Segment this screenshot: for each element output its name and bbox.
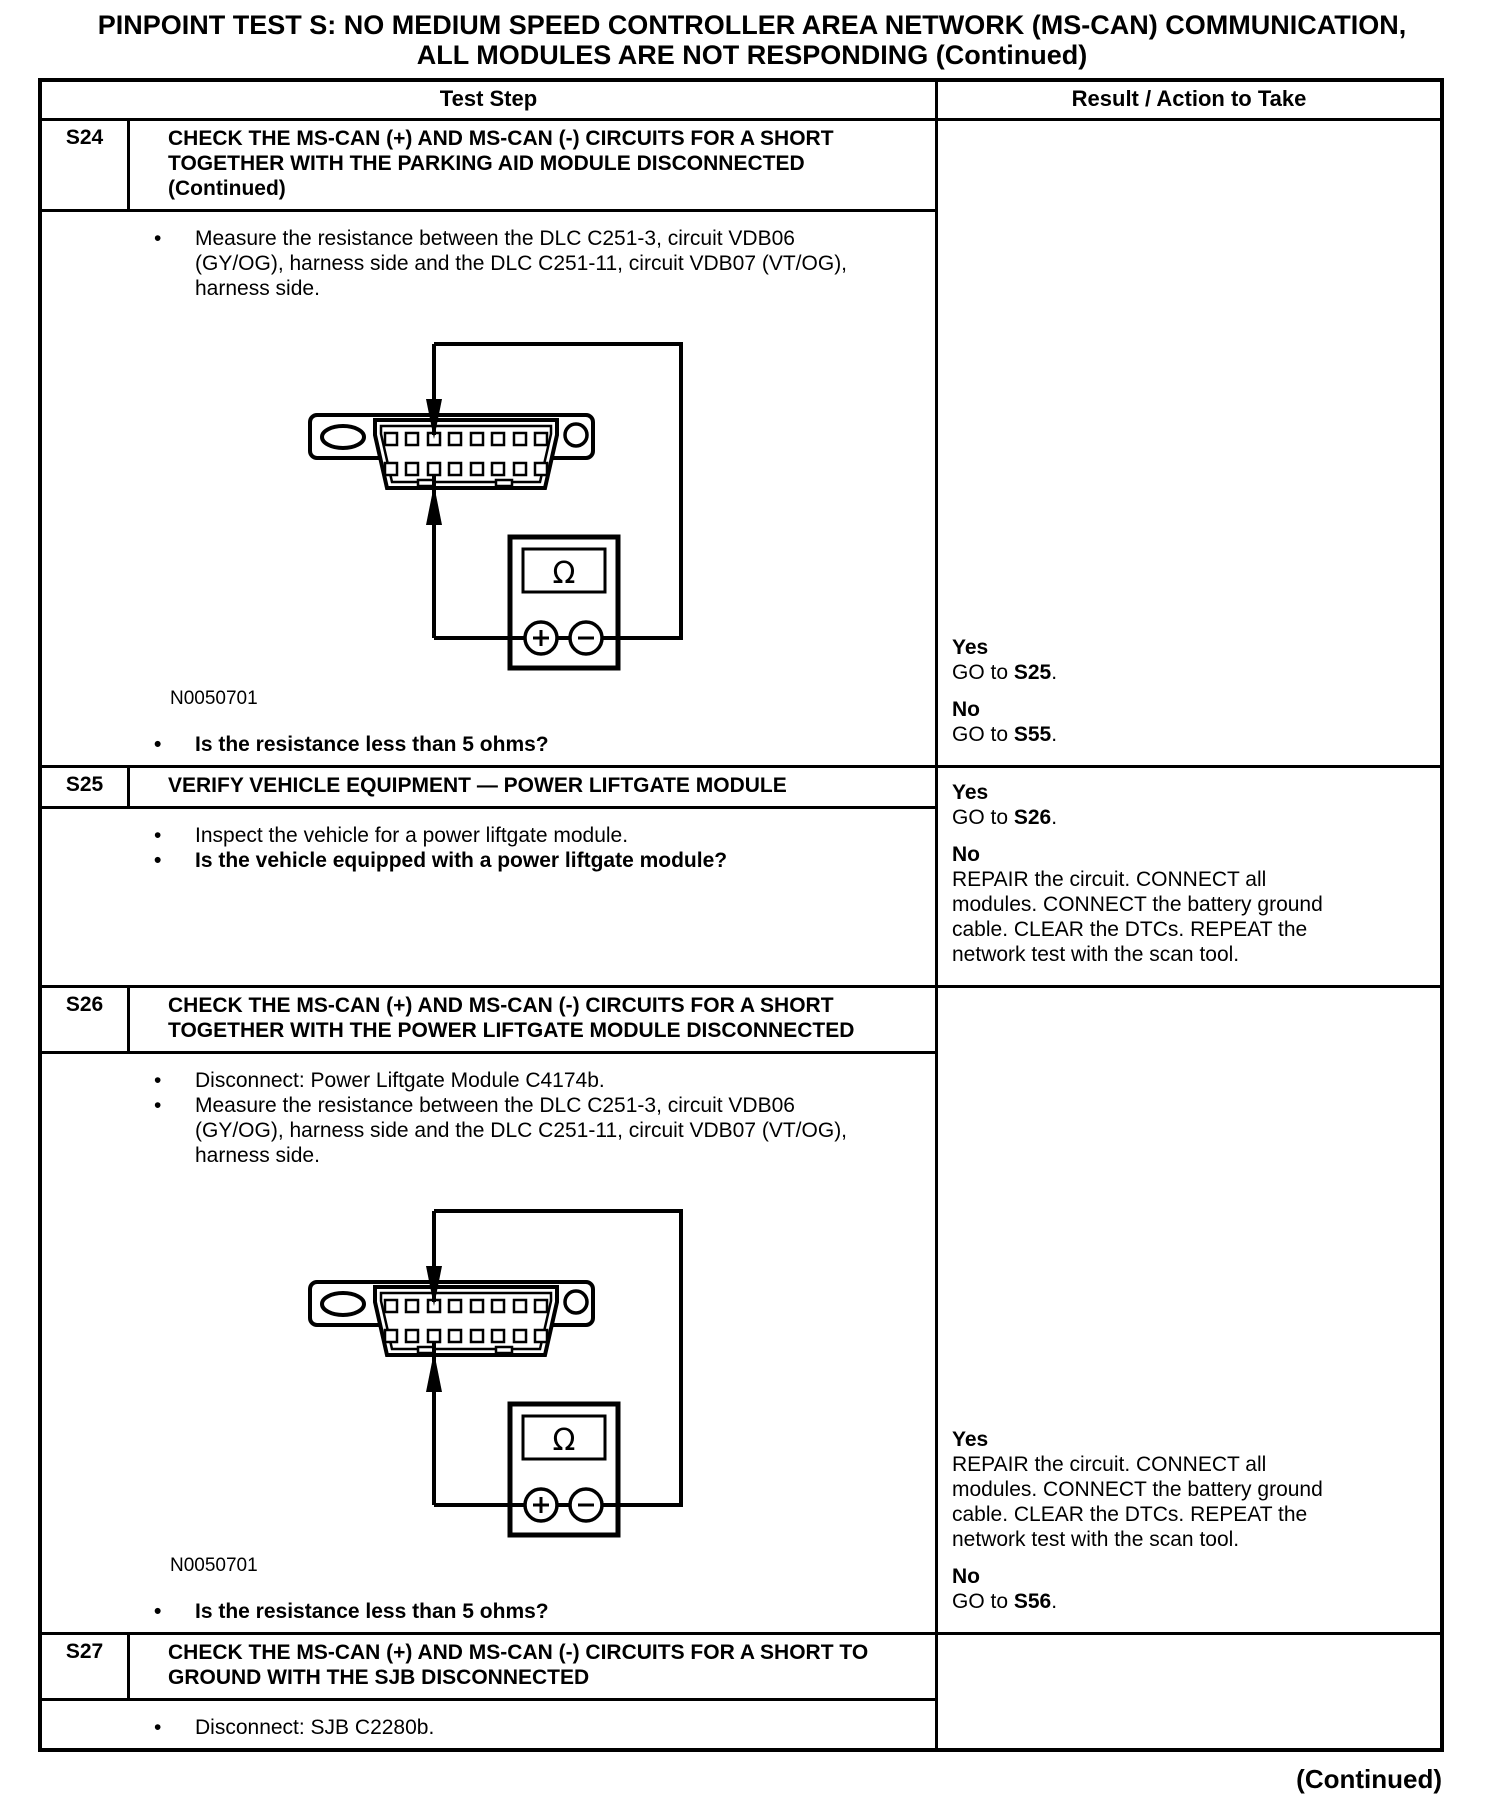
bullet-icon: •: [154, 1094, 162, 1117]
result-answer: No: [952, 843, 980, 866]
step-detail-cell: [42, 212, 935, 765]
result-item: [952, 780, 1426, 830]
question-bullet: [154, 1599, 935, 1624]
step-result-cell: [935, 1635, 1440, 1748]
result-answer: Yes: [952, 636, 989, 659]
step-result-cell: [935, 988, 1440, 1632]
step-block-s26: [42, 985, 1440, 1632]
question-text: Is the resistance less than 5 ohms?: [195, 1600, 549, 1623]
step-block-s27: [42, 1632, 1440, 1748]
instruction-bullet: [154, 1068, 935, 1093]
instruction-text: Measure the resistance between the DLC C251-3, circuit VDB06 (GY/OG), harness side and the DLC C251-11, circuit VDB07 (VT/OG), harness side.: [195, 1094, 848, 1167]
bullet-icon: •: [154, 733, 162, 756]
result-item: [952, 842, 1426, 967]
bullet-icon: •: [154, 1600, 162, 1623]
instruction-bullet: [154, 226, 935, 301]
page-title: [0, 0, 1504, 70]
result-item: [952, 697, 1426, 747]
instruction-bullet: [154, 1715, 935, 1740]
bullet-icon: •: [154, 1069, 162, 1092]
step-reference: S55: [1013, 723, 1052, 746]
result-item: [952, 1427, 1426, 1552]
figure-caption: N0050701: [170, 1555, 258, 1576]
bullet-icon: •: [154, 849, 162, 872]
instruction-text: Disconnect: SJB C2280b.: [195, 1716, 435, 1739]
instruction-bullet: [154, 823, 935, 848]
instruction-text: Disconnect: Power Liftgate Module C4174b.: [195, 1069, 605, 1092]
result-item: [952, 635, 1426, 685]
bullet-icon: •: [154, 824, 162, 847]
step-detail-cell: [42, 809, 935, 985]
page-title-line-1: PINPOINT TEST S: NO MEDIUM SPEED CONTROLLER AREA NETWORK (MS-CAN) COMMUNICATION,: [97, 10, 1407, 40]
table-header-row: [42, 82, 1440, 121]
result-action: GO to S56.: [952, 1590, 1058, 1613]
step-id: S25: [42, 768, 130, 809]
step-title: VERIFY VEHICLE EQUIPMENT — POWER LIFTGATE MODULE: [130, 768, 935, 809]
step-id: S24: [42, 121, 130, 212]
pinpoint-test-table: [38, 78, 1444, 1752]
dlc-ohmmeter-diagram: [300, 1202, 935, 1547]
step-title: CHECK THE MS-CAN (+) AND MS-CAN (-) CIRCUITS FOR A SHORT TOGETHER WITH THE PARKING AID MODULE DISCONNECTED (Continued): [130, 121, 935, 212]
question-text: Is the vehicle equipped with a power liftgate module?: [195, 849, 728, 872]
result-action: GO to S26.: [952, 806, 1058, 829]
result-action: GO to S25.: [952, 661, 1058, 684]
question-bullet: [154, 848, 935, 873]
page-title-line-2: ALL MODULES ARE NOT RESPONDING (Continued): [416, 40, 1088, 70]
bullet-icon: •: [154, 1716, 162, 1739]
step-detail-cell: [42, 1701, 935, 1748]
result-answer: No: [952, 698, 980, 721]
step-title: CHECK THE MS-CAN (+) AND MS-CAN (-) CIRCUITS FOR A SHORT TO GROUND WITH THE SJB DISCONNECTED: [130, 1635, 935, 1701]
result-action: GO to S55.: [952, 723, 1058, 746]
step-block-s25: [42, 765, 1440, 985]
column-header-result: Result / Action to Take: [935, 82, 1440, 118]
dlc-ohmmeter-diagram: [300, 335, 935, 680]
step-result-cell: [935, 121, 1440, 765]
step-reference: S26: [1013, 806, 1052, 829]
step-block-s24: [42, 121, 1440, 765]
step-result-cell: [935, 768, 1440, 985]
instruction-bullet: [154, 1093, 935, 1168]
question-bullet: [154, 732, 935, 757]
result-answer: Yes: [952, 781, 989, 804]
step-reference: S25: [1013, 661, 1052, 684]
step-title: CHECK THE MS-CAN (+) AND MS-CAN (-) CIRCUITS FOR A SHORT TOGETHER WITH THE POWER LIFTGATE MODULE DISCONNECTED: [130, 988, 935, 1054]
bullet-icon: •: [154, 227, 162, 250]
instruction-text: Inspect the vehicle for a power liftgate module.: [195, 824, 629, 847]
result-action: REPAIR the circuit. CONNECT all modules. CONNECT the battery ground cable. CLEAR the DTCs. REPEAT the network test with the scan tool.: [952, 1453, 1323, 1551]
result-answer: Yes: [952, 1428, 989, 1451]
result-action: REPAIR the circuit. CONNECT all modules. CONNECT the battery ground cable. CLEAR the DTCs. REPEAT the network test with the scan tool.: [952, 868, 1323, 966]
step-id: S27: [42, 1635, 130, 1701]
continued-note: (Continued): [1296, 1764, 1442, 1794]
step-detail-cell: [42, 1054, 935, 1632]
result-item: [952, 1564, 1426, 1614]
result-answer: No: [952, 1565, 980, 1588]
step-id: S26: [42, 988, 130, 1054]
column-header-test-step: Test Step: [439, 86, 538, 111]
instruction-text: Measure the resistance between the DLC C251-3, circuit VDB06 (GY/OG), harness side and the DLC C251-11, circuit VDB07 (VT/OG), harness side.: [195, 227, 848, 300]
step-reference: S56: [1013, 1590, 1052, 1613]
figure-caption: N0050701: [170, 688, 258, 709]
question-text: Is the resistance less than 5 ohms?: [195, 733, 549, 756]
